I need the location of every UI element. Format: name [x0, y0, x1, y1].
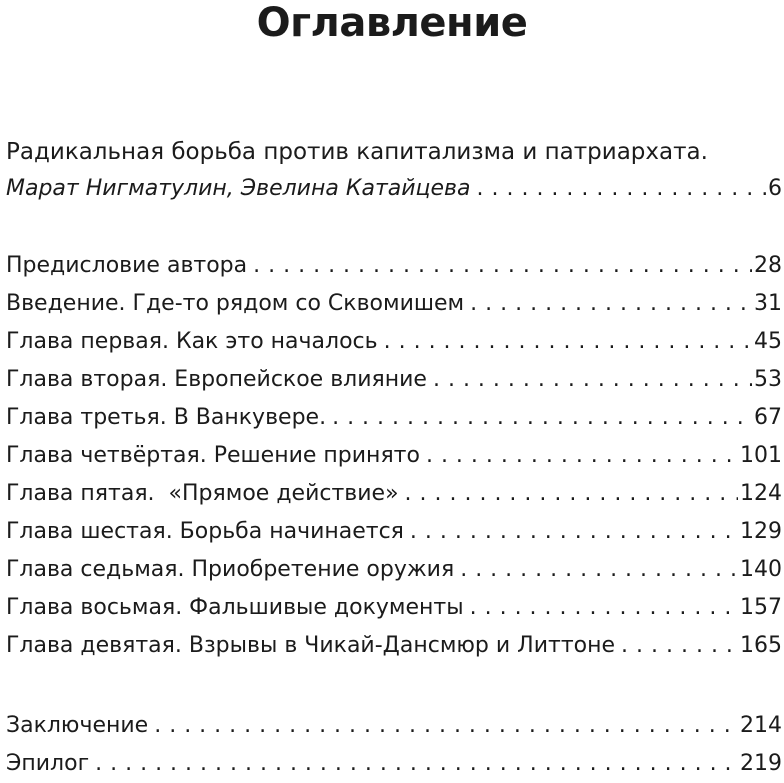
toc-entry[interactable]: [6, 399, 782, 437]
toc-entry[interactable]: [6, 551, 782, 589]
dot-leader: [332, 399, 752, 437]
toc-entry-page: 157: [740, 595, 782, 620]
toc-entry-label: Заключение: [6, 713, 149, 738]
intro-entry: [6, 170, 782, 208]
intro-title: Радикальная борьба против капитализма и патриархата.: [6, 139, 708, 165]
toc-entry-label: Глава вторая. Европейское влияние: [6, 367, 427, 392]
dot-leader: [470, 285, 752, 323]
toc-entry[interactable]: [6, 170, 782, 208]
toc-entry-label: Глава шестая. Борьба начинается: [6, 519, 404, 544]
dot-leader: [460, 551, 738, 589]
toc-entry-label: Марат Нигматулин, Эвелина Катайцева: [6, 176, 471, 201]
dot-leader: [405, 475, 738, 513]
toc-entry[interactable]: [6, 745, 782, 783]
toc-entry-page: 53: [754, 367, 782, 392]
toc-entry-label: Глава пятая. «Прямое действие»: [6, 481, 399, 506]
toc-entry-page: 31: [754, 291, 782, 316]
dot-leader: [410, 513, 738, 551]
toc-entry[interactable]: [6, 437, 782, 475]
toc-entry-page: 129: [740, 519, 782, 544]
toc-entry-page: 6: [768, 176, 782, 201]
toc-entry-page: 67: [754, 405, 782, 430]
toc-entry[interactable]: [6, 247, 782, 285]
toc-entry-label: Глава третья. В Ванкувере.: [6, 405, 327, 430]
toc-entry-page: 219: [740, 751, 782, 776]
dot-leader: [621, 627, 738, 665]
toc-entry-page: 140: [740, 557, 782, 582]
toc-entry-page: 124: [740, 481, 782, 506]
toc-entry[interactable]: [6, 707, 782, 745]
dot-leader: [426, 437, 738, 475]
dot-leader: [470, 589, 738, 627]
toc-entry-label: Глава девятая. Взрывы в Чикай-Дансмюр и Литтоне: [6, 633, 616, 658]
toc-entry-label: Глава седьмая. Приобретение оружия: [6, 557, 455, 582]
toc-entry-page: 214: [740, 713, 782, 738]
dot-leader: [433, 361, 752, 399]
toc-entry-page: 101: [740, 443, 782, 468]
toc-entry-label: Введение. Где-то рядом со Сквомишем: [6, 291, 465, 316]
toc-entry-label: Глава первая. Как это началось: [6, 329, 378, 354]
closing-list: [6, 707, 782, 783]
toc-entry-page: 28: [754, 253, 782, 278]
toc-entry[interactable]: [6, 323, 782, 361]
toc-entry[interactable]: [6, 627, 782, 665]
dot-leader: [154, 707, 738, 745]
toc-entry[interactable]: [6, 285, 782, 323]
toc-entry-page: 165: [740, 633, 782, 658]
dot-leader: [384, 323, 752, 361]
dot-leader: [253, 247, 752, 285]
dot-leader: [95, 745, 738, 783]
toc-entry-label: Предисловие автора: [6, 253, 248, 278]
toc-entry-page: 45: [754, 329, 782, 354]
toc-entry-label: Глава четвёртая. Решение принято: [6, 443, 420, 468]
toc-entry[interactable]: [6, 475, 782, 513]
toc-entry-label: Эпилог: [6, 751, 90, 776]
toc-entry[interactable]: [6, 361, 782, 399]
page-title: Оглавление: [256, 0, 528, 46]
toc-entry-label: Глава восьмая. Фальшивые документы: [6, 595, 464, 620]
toc-entry[interactable]: [6, 513, 782, 551]
chapter-list: [6, 247, 782, 665]
toc-entry[interactable]: [6, 589, 782, 627]
dot-leader: [477, 170, 767, 208]
